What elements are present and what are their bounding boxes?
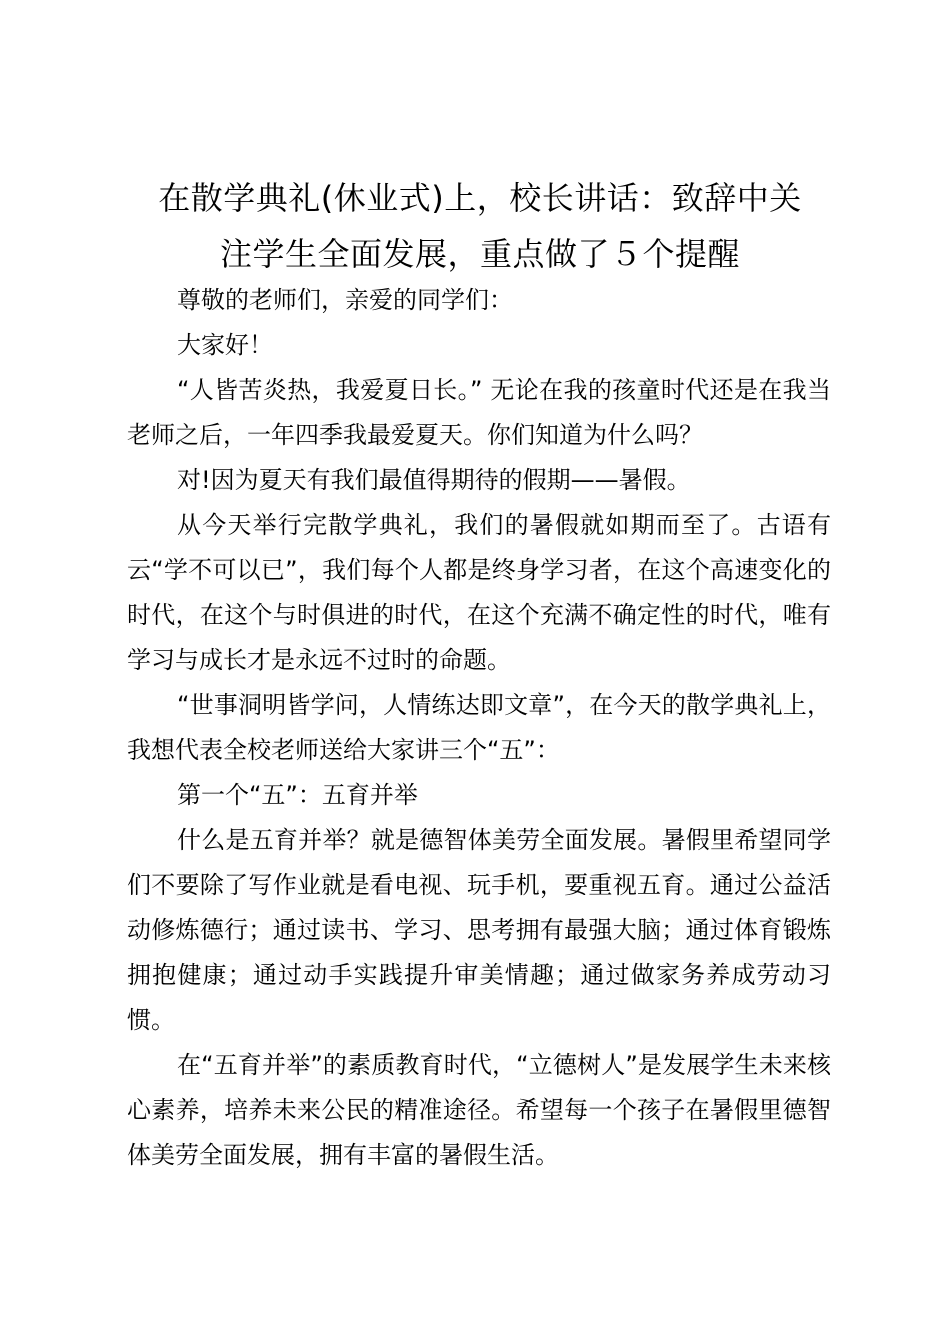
paragraph-lifelong-learning: 从今天举行完散学典礼，我们的暑假就如期而至了。古语有云“学不可以已”，我们每个人都是终身学习者，在这个高速变化的时代，在这个与时俱进的时代，在这个充满不确定性的时代，唯有学习与成长才是永远不过时的命题。 <box>127 511 831 674</box>
paragraph-moral-education: 在“五育并举”的素质教育时代，“立德树人”是发展学生未来核心素养，培养未来公民的精准途径。希望每一个孩子在暑假里德智体美劳全面发展，拥有丰富的暑假生活。 <box>127 1051 831 1169</box>
paragraph-three-fives: “世事洞明皆学问，人情练达即文章”，在今天的散学典礼上，我想代表全校老师送给大家讲三个“五”： <box>127 691 831 764</box>
paragraph-greeting: 大家好！ <box>177 331 273 359</box>
document-title <box>110 170 850 282</box>
paragraph-summer-poem: “人皆苦炎热，我爱夏日长。” 无论在我的孩童时代还是在我当老师之后，一年四季我最爱夏天。你们知道为什么吗？ <box>127 376 831 449</box>
paragraph-holiday: 对!因为夏天有我们最值得期待的假期——暑假。 <box>177 466 691 494</box>
paragraph-five-education: 什么是五育并举？就是德智体美劳全面发展。暑假里希望同学们不要除了写作业就是看电视、玩手机，要重视五育。通过公益活动修炼德行；通过读书、学习、思考拥有最强大脑；通过体育锻炼拥抱健康；通过动手实践提升审美情趣；通过做家务养成劳动习惯。 <box>127 826 831 1034</box>
title-line-1: 在散学典礼(休业式)上，校长讲话：致辞中关 <box>158 179 802 217</box>
document-body <box>127 278 831 1178</box>
paragraph-salutation: 尊敬的老师们，亲爱的同学们： <box>177 286 513 314</box>
title-line-2: 注学生全面发展，重点做了５个提醒 <box>219 235 740 273</box>
paragraph-first-five-heading: 第一个“五”：五育并举 <box>177 781 418 809</box>
